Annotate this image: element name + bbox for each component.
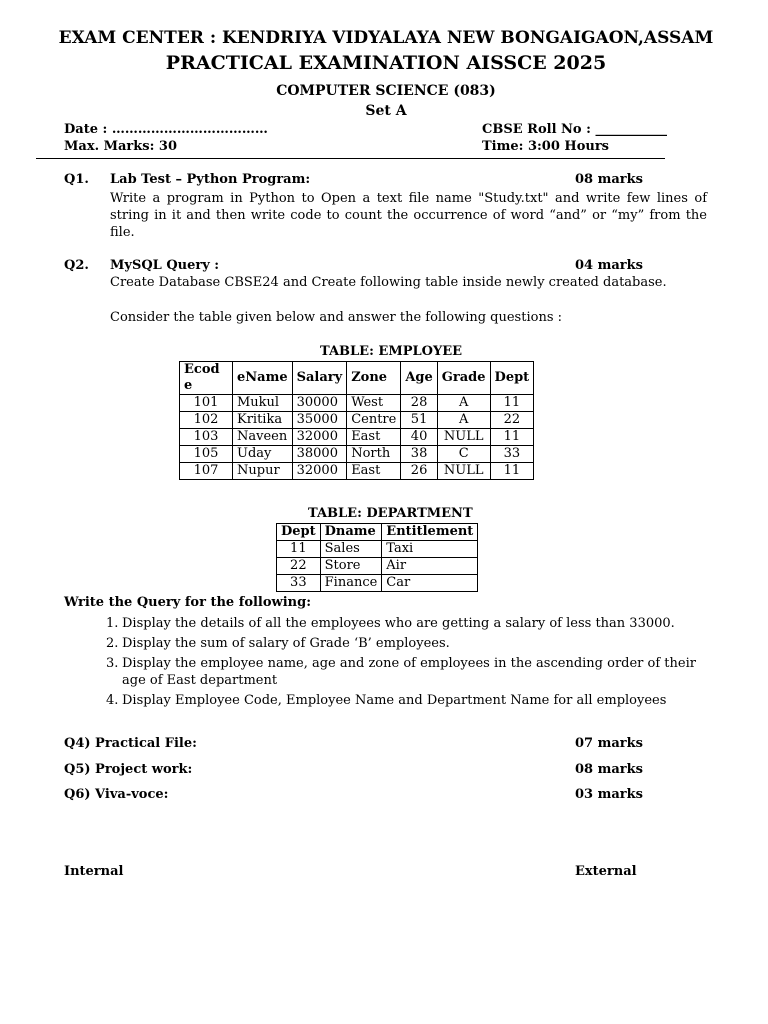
table-cell: 28 [401,395,437,412]
table-row [180,395,534,412]
table-cell: Uday [233,446,293,463]
table-row [277,558,478,575]
roll-number-field: CBSE Roll No : ___________ [482,122,667,137]
queries-heading: Write the Query for the following: [64,595,312,610]
table-cell: Finance [320,575,382,592]
employee-table [179,361,534,480]
table-cell: Taxi [382,541,478,558]
section-label: Q4) Practical File: [64,736,197,751]
table-cell: 51 [401,412,437,429]
table-cell: 11 [490,429,534,446]
q2-marks: 04 marks [575,258,643,273]
section-marks: 07 marks [575,736,643,751]
table-cell: NULL [437,429,490,446]
table-row [180,463,534,480]
list-item [106,692,696,709]
q1-title: Lab Test – Python Program: [110,172,311,187]
column-header: eName [233,362,293,395]
table-cell: Store [320,558,382,575]
section-marks: 08 marks [575,762,643,777]
column-header: Entitlement [382,524,478,541]
table-cell: 40 [401,429,437,446]
table-cell: 30000 [292,395,347,412]
list-item [106,635,696,652]
subject-title: COMPUTER SCIENCE (083) [276,83,496,99]
max-marks: Max. Marks: 30 [64,139,178,154]
time-allowed: Time: 3:00 Hours [482,139,609,154]
column-header: Age [401,362,437,395]
column-header: Salary [292,362,347,395]
external-signature: External [575,864,637,879]
table-cell: 11 [490,463,534,480]
table-cell: 22 [490,412,534,429]
table-cell: 38000 [292,446,347,463]
q2-title: MySQL Query : [110,258,220,273]
exam-title: PRACTICAL EXAMINATION AISSCE 2025 [165,52,607,74]
table-cell: 102 [180,412,233,429]
table-row [180,412,534,429]
table-row [277,541,478,558]
column-header: Dname [320,524,382,541]
list-item-number: 1. [106,616,119,631]
date-field: Date : ……………………………… [64,122,268,137]
list-item-text: Display the sum of salary of Grade ‘B’ employees. [122,636,450,651]
table-cell: 11 [490,395,534,412]
table-cell: 32000 [292,429,347,446]
table-cell: 101 [180,395,233,412]
table-cell: 103 [180,429,233,446]
table-header-row [277,524,478,541]
table-cell: Air [382,558,478,575]
table-cell: A [437,412,490,429]
table-cell: C [437,446,490,463]
column-header: Dept [277,524,321,541]
table-cell: Car [382,575,478,592]
table-cell: 26 [401,463,437,480]
table-cell: Sales [320,541,382,558]
header-divider [36,158,665,159]
q1-marks: 08 marks [575,172,643,187]
query-list [106,615,696,712]
exam-center-heading: EXAM CENTER : KENDRIYA VIDYALAYA NEW BONGAIGAON,ASSAM [58,28,714,48]
section-marks: 03 marks [575,787,643,802]
table-cell: 105 [180,446,233,463]
column-header: Zone [347,362,401,395]
department-table-caption: TABLE: DEPARTMENT [308,506,473,521]
list-item [106,615,696,632]
list-item-number: 2. [106,636,119,651]
list-item-text: Display Employee Code, Employee Name and Department Name for all employees [122,693,667,708]
table-cell: North [347,446,401,463]
table-cell: 22 [277,558,321,575]
list-item-text: Display the details of all the employees who are getting a salary of less than 33000. [122,616,675,631]
table-cell: 33 [490,446,534,463]
table-cell: NULL [437,463,490,480]
table-cell: Mukul [233,395,293,412]
list-item-number: 3. [106,656,119,671]
column-header: Grade [437,362,490,395]
table-cell: Nupur [233,463,293,480]
table-cell: West [347,395,401,412]
section-label: Q6) Viva-voce: [64,787,169,802]
table-cell: East [347,429,401,446]
section-label: Q5) Project work: [64,762,193,777]
table-cell: Centre [347,412,401,429]
table-row [277,575,478,592]
table-cell: 33 [277,575,321,592]
table-cell: East [347,463,401,480]
q2-number: Q2. [64,258,89,273]
internal-signature: Internal [64,864,124,879]
table-cell: 35000 [292,412,347,429]
list-item-number: 4. [106,693,119,708]
list-item [106,655,696,689]
department-table [276,523,478,592]
table-cell: 32000 [292,463,347,480]
q1-number: Q1. [64,172,89,187]
set-label: Set A [365,103,407,119]
column-header: Ecod e [180,362,233,395]
table-cell: Kritika [233,412,293,429]
table-cell: Naveen [233,429,293,446]
table-cell: 11 [277,541,321,558]
table-cell: 107 [180,463,233,480]
q1-text: Write a program in Python to Open a text file name "Study.txt" and write few lines of string in it and then write code to count the occurrence of word “and” or “my” from the file. [110,191,707,240]
table-row [180,429,534,446]
q2-text-1: Create Database CBSE24 and Create following table inside newly created database. [110,275,667,290]
list-item-text: Display the employee name, age and zone of employees in the ascending order of their age of East department [122,656,696,688]
column-header: Dept [490,362,534,395]
table-cell: A [437,395,490,412]
table-row [180,446,534,463]
table-cell: 38 [401,446,437,463]
q2-text-2: Consider the table given below and answer the following questions : [110,310,562,325]
employee-table-caption: TABLE: EMPLOYEE [320,344,463,359]
table-header-row [180,362,534,395]
